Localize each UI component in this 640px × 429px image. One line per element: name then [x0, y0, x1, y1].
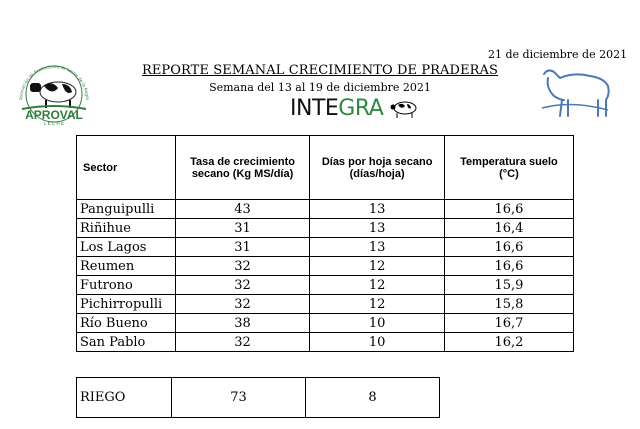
riego-table [76, 377, 440, 418]
cell-sector: Río Bueno [77, 314, 176, 333]
cell-sector: Los Lagos [77, 238, 176, 257]
table-row [77, 238, 574, 257]
riego-row [77, 378, 440, 418]
aproval-logo-subtext: L E C H E [44, 121, 64, 126]
aproval-ring-text: Asociación de Productores de Leche de la Regió [17, 63, 91, 101]
cell-soil-temperature: 16,4 [444, 219, 573, 238]
cell-days-per-leaf: 13 [310, 200, 444, 219]
cell-soil-temperature: 16,2 [444, 333, 573, 352]
header-soil-temperature: Temperatura suelo (°C) [444, 136, 573, 200]
cell-sector: Pichirropulli [77, 295, 176, 314]
riego-sector: RIEGO [77, 378, 172, 418]
table-row [77, 314, 574, 333]
cell-soil-temperature: 15,9 [444, 276, 573, 295]
pasture-growth-table [76, 135, 574, 352]
table-header-row [77, 136, 574, 200]
report-date: 21 de diciembre de 2021 [488, 48, 628, 61]
header-sector: Sector [77, 136, 176, 200]
cell-growth-rate: 43 [175, 200, 310, 219]
cell-soil-temperature: 16,7 [444, 314, 573, 333]
cell-days-per-leaf: 12 [310, 276, 444, 295]
cell-growth-rate: 32 [175, 276, 310, 295]
cell-growth-rate: 32 [175, 295, 310, 314]
cell-growth-rate: 32 [175, 257, 310, 276]
table-row [77, 333, 574, 352]
cell-sector: Riñihue [77, 219, 176, 238]
cell-soil-temperature: 16,6 [444, 238, 573, 257]
integra-cow-icon [390, 99, 420, 119]
riego-days-per-leaf: 8 [306, 378, 440, 418]
cell-sector: Futrono [77, 276, 176, 295]
cell-days-per-leaf: 12 [310, 295, 444, 314]
cell-growth-rate: 31 [175, 238, 310, 257]
cell-growth-rate: 31 [175, 219, 310, 238]
cell-days-per-leaf: 10 [310, 333, 444, 352]
cell-soil-temperature: 16,6 [444, 257, 573, 276]
header-days-per-leaf: Días por hoja secano (días/hoja) [310, 136, 444, 200]
cell-days-per-leaf: 13 [310, 238, 444, 257]
riego-growth-rate: 73 [171, 378, 305, 418]
table-row [77, 295, 574, 314]
table-row [77, 276, 574, 295]
cell-soil-temperature: 15,8 [444, 295, 573, 314]
report-title: REPORTE SEMANAL CRECIMIENTO DE PRADERAS [141, 63, 499, 78]
integra-logo-suffix: GRA [338, 96, 384, 121]
cell-growth-rate: 32 [175, 333, 310, 352]
cell-sector: Reumen [77, 257, 176, 276]
cell-days-per-leaf: 13 [310, 219, 444, 238]
report-subtitle: Semana del 13 al 19 de diciembre 2021 [209, 81, 431, 94]
header-growth-rate: Tasa de crecimiento secano (Kg MS/día) [175, 136, 310, 200]
table-row [77, 200, 574, 219]
aproval-logo [8, 56, 100, 126]
cell-days-per-leaf: 10 [310, 314, 444, 333]
cell-days-per-leaf: 12 [310, 257, 444, 276]
cell-growth-rate: 38 [175, 314, 310, 333]
cell-soil-temperature: 16,6 [444, 200, 573, 219]
integra-logo [290, 96, 420, 121]
table-row [77, 219, 574, 238]
table-row [77, 257, 574, 276]
integra-logo-prefix: INTE [290, 96, 339, 121]
aproval-logo-text: APROVAL [25, 108, 83, 122]
cell-sector: San Pablo [77, 333, 176, 352]
cow-outline-logo [538, 64, 616, 120]
cell-sector: Panguipulli [77, 200, 176, 219]
